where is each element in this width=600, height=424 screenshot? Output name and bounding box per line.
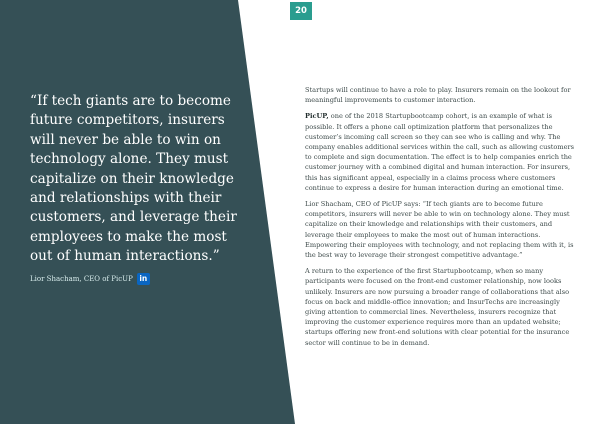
pull-quote <box>30 92 250 285</box>
pull-quote-text: “If tech giants are to become future competitors, insurers will never be able to win on technology alone. They must capitalize on their knowledge and relationships with their customers, and leverage their employees to make the most out of human interactions.” <box>30 93 237 265</box>
paragraph-conclusion: A return to the experience of the first Startupbootcamp, when so many participants were focused on the front-end customer relationship, now looks unlikely. Insurers are now pursuing a broader range of collaborations that also focus on back and middle-office innovation; and InsurTechs are increasingly giving attention to commercial lines. Nevertheless, insurers recognize that improving the customer experience requires more than an updated website; startups offering new front-end solutions with clear potential for the insurance sector will continue to be in demand. <box>305 267 570 347</box>
linkedin-icon[interactable]: in <box>137 273 150 285</box>
quote-attribution <box>30 273 250 285</box>
article-body <box>305 85 580 354</box>
paragraph-intro: Startups will continue to have a role to play. Insurers remain on the lookout for meaningful improvements to customer interaction. <box>305 86 571 105</box>
picup-text: one of the 2018 Startupbootcamp cohort, is an example of what is possible. It offers a phone call optimization platform that personalizes the customer’s incoming call screen so they can see who is calling and why. The company enables additional services within the call, such as allowing customers to complete and sign documentation. The effect is to help companies enrich the customer journey with a combined digital and human interaction. For insurers, this has significant appeal, especially in a claims process where customers continue to express a desire for human interaction during an emotional time. <box>305 112 575 192</box>
picup-lead: PicUP, <box>305 112 329 121</box>
attribution-name: Lior Shacham, CEO of PicUP <box>30 274 133 283</box>
paragraph-quote: Lior Shacham, CEO of PicUP says: “If tech giants are to become future competitors, insurers will never be able to win on technology alone. They must capitalize on their knowledge and relationships with their customers, and leverage their employees to make the most out of human interactions. Empowering their employees with technology, and not replacing them with it, is the best way to leverage their strongest competitive advantage.” <box>305 200 574 260</box>
paragraph-picup <box>305 111 580 193</box>
page-number: 20 <box>290 2 312 20</box>
